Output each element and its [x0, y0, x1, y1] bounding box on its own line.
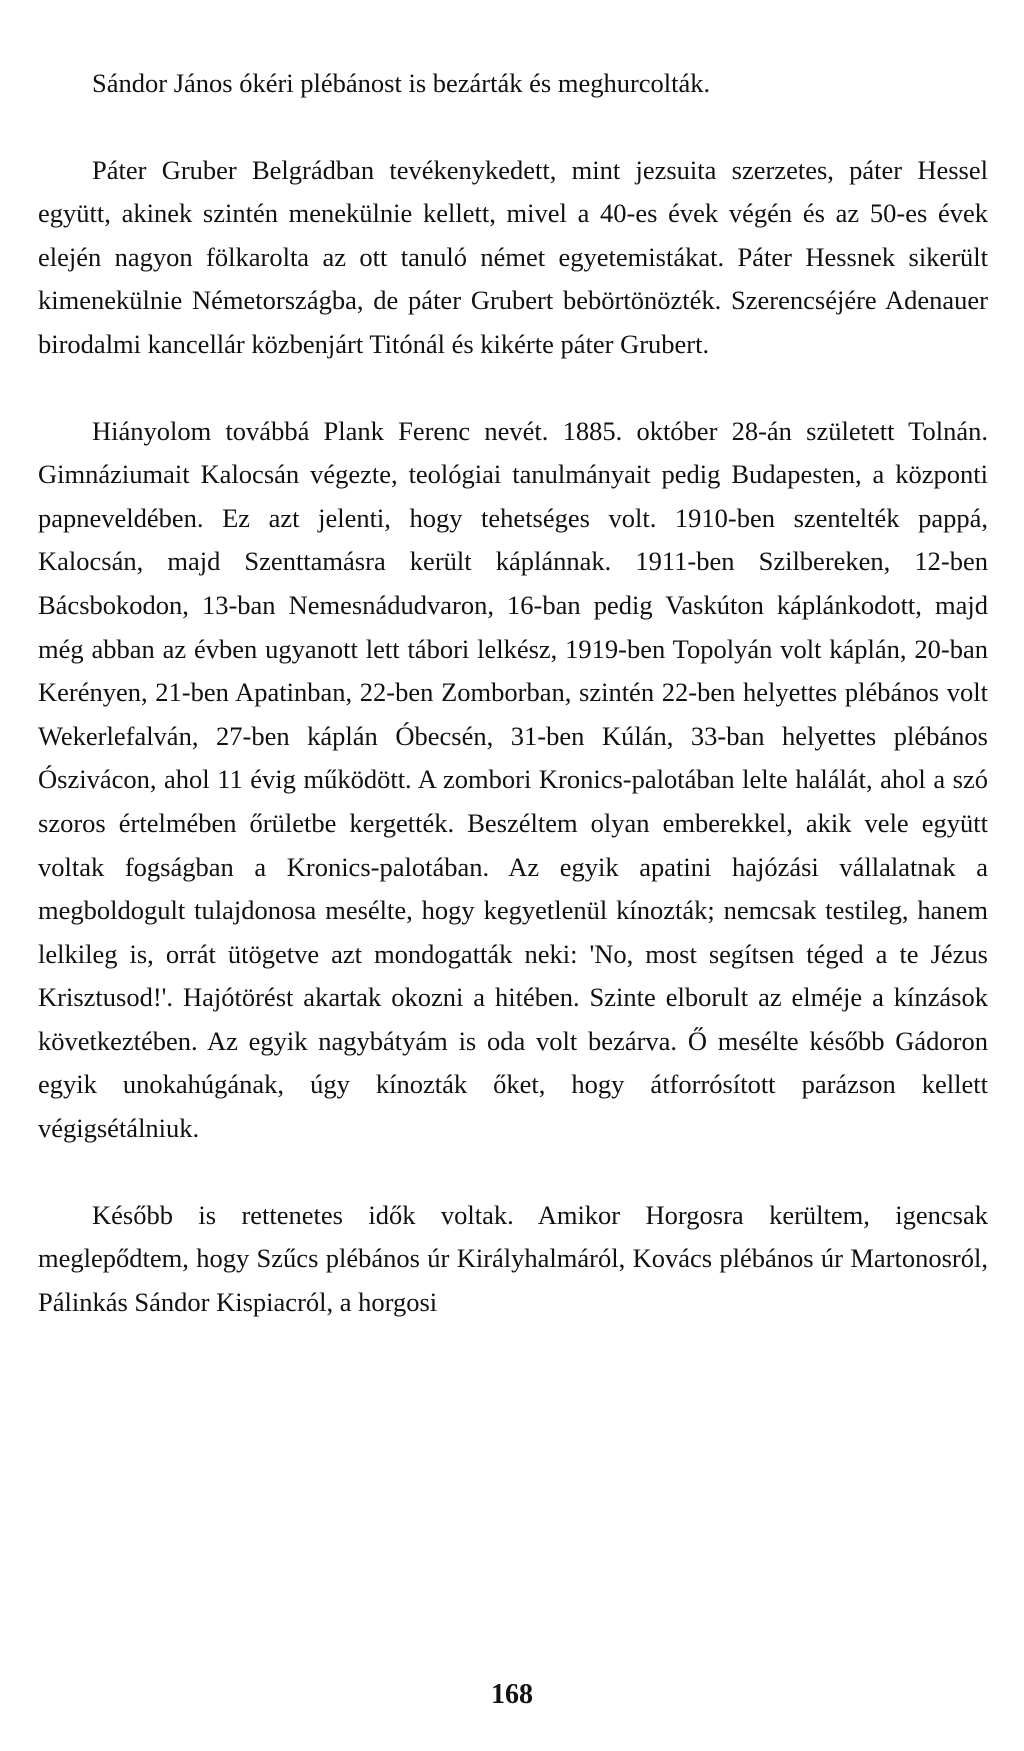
page-number: 168 [491, 1679, 533, 1710]
paragraph-1: Sándor János ókéri plébánost is bezárták és meghurcolták. [92, 68, 711, 98]
paragraph-gap [38, 367, 988, 410]
paragraph-gap [38, 106, 988, 149]
paragraph-2: Páter Gruber Belgrádban tevékenykedett, mint jezsuita szerzetes, páter Hessel együtt, akinek szintén menekülnie kellett, mivel a 40-es évek végén és az 50-es évek elején nagyon fölkarolta az ott tanuló német egyetemistákat. Páter Hessnek sikerült kimenekülnie Németországba, de páter Grubert bebörtönözték. Szerencséjére Adenauer birodalmi kancellár közbenjárt Titónál és kikérte páter Grubert. [38, 154, 988, 359]
paragraph-3: Hiányolom továbbá Plank Ferenc nevét. 1885. október 28-án született Tolnán. Gimnáziumait Kalocsán végezte, teológiai tanulmányait pedig Budapesten, a központi papneveldében. Ez azt jelenti, hogy tehetséges volt. 1910-ben szentelték pappá, Kalocsán, majd Szenttamásra került káplánnak. 1911-ben Szilbereken, 12-ben Bácsbokodon, 13-ban Nemesnádudvaron, 16-ban pedig Vaskúton káplánkodott, majd még abban az évben ugyanott lett tábori lelkész, 1919-ben Topolyán volt káplán, 20-ban Kerényen, 21-ben Apatinban, 22-ben Zomborban, szintén 22-ben helyettes plébános volt Wekerlefalván, 27-ben káplán Óbecsén, 31-ben Kúlán, 33-ban helyettes plébános Ószivácon, ahol 11 évig működött. A zombori Kronics-palotában lelte halálát, ahol a szó szoros értelmében őrületbe kergették. Beszéltem olyan emberekkel, akik vele együtt voltak fogságban a Kronics-palotában. Az egyik apatini hajózási vállalatnak a megboldogult tulajdonosa mesélte, hogy kegyetlenül kínozták; nemcsak testileg, hanem lelkileg is, orrát ütögetve azt mondogatták neki: 'No, most segítsen téged a te Jézus Krisztusod!'. Hajótörést akartak okozni a hitében. Szinte elborult az elméje a kínzások következtében. Az egyik nagybátyám is oda volt bezárva. Ő mesélte később Gádoron egyik unokahúgának, úgy kínozták őket, hogy átforrósított parázson kellett végigsétálniuk. [38, 415, 988, 1144]
paragraph-4: Később is rettenetes idők voltak. Amikor Horgosra kerültem, igencsak meglepődtem, hogy Szűcs plébános úr Királyhalmáról, Kovács plébános úr Martonosról, Pálinkás Sándor Kispiacról, a horgosi [38, 1199, 988, 1317]
paragraph-gap [38, 1151, 988, 1194]
page-body [38, 62, 988, 1324]
